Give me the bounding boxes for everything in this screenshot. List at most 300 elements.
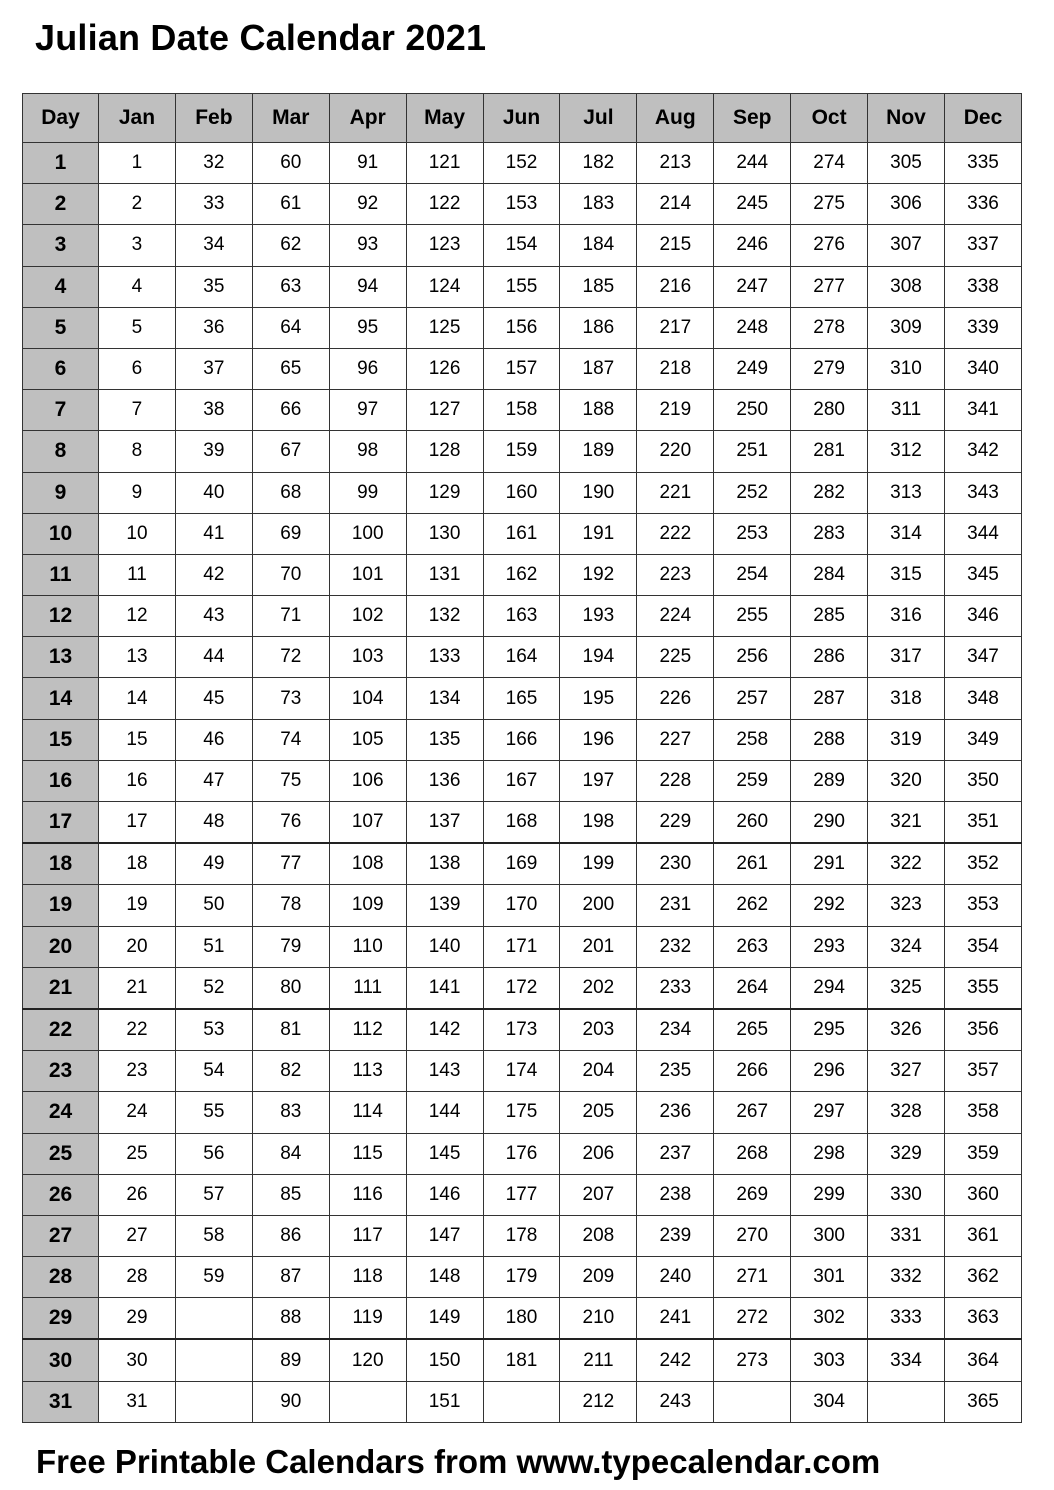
julian-date-cell: 34 — [175, 225, 252, 266]
julian-date-cell: 296 — [791, 1051, 868, 1092]
julian-date-cell: 76 — [252, 802, 329, 844]
julian-date-cell: 227 — [637, 719, 714, 760]
julian-date-cell: 102 — [329, 596, 406, 637]
julian-date-cell: 26 — [99, 1174, 176, 1215]
julian-date-cell: 139 — [406, 885, 483, 926]
julian-date-cell: 361 — [944, 1215, 1021, 1256]
julian-date-cell: 96 — [329, 348, 406, 389]
julian-date-cell: 348 — [944, 678, 1021, 719]
julian-date-cell: 161 — [483, 513, 560, 554]
julian-date-cell: 310 — [868, 348, 945, 389]
julian-date-cell: 84 — [252, 1133, 329, 1174]
julian-date-cell: 239 — [637, 1215, 714, 1256]
julian-date-cell: 359 — [944, 1133, 1021, 1174]
column-header-month: Aug — [637, 94, 714, 143]
julian-date-cell: 248 — [714, 307, 791, 348]
julian-date-cell: 90 — [252, 1381, 329, 1422]
julian-date-cell: 241 — [637, 1298, 714, 1340]
julian-date-cell: 121 — [406, 143, 483, 184]
julian-date-cell: 270 — [714, 1215, 791, 1256]
julian-date-cell: 115 — [329, 1133, 406, 1174]
julian-date-cell: 13 — [99, 637, 176, 678]
julian-date-cell: 62 — [252, 225, 329, 266]
day-number-cell: 29 — [23, 1298, 99, 1340]
julian-date-cell: 135 — [406, 719, 483, 760]
julian-date-cell: 149 — [406, 1298, 483, 1340]
day-number-cell: 15 — [23, 719, 99, 760]
julian-date-cell: 282 — [791, 472, 868, 513]
julian-date-cell: 352 — [944, 843, 1021, 885]
julian-date-cell: 281 — [791, 431, 868, 472]
julian-date-cell: 61 — [252, 184, 329, 225]
julian-date-cell: 118 — [329, 1257, 406, 1298]
table-row — [23, 472, 1022, 513]
table-row — [23, 596, 1022, 637]
column-header-month: Jun — [483, 94, 560, 143]
table-row — [23, 802, 1022, 844]
table-body — [23, 143, 1022, 1423]
julian-date-cell: 339 — [944, 307, 1021, 348]
julian-date-cell: 345 — [944, 554, 1021, 595]
julian-date-cell: 325 — [868, 967, 945, 1009]
day-number-cell: 21 — [23, 967, 99, 1009]
julian-date-cell: 7 — [99, 390, 176, 431]
julian-date-cell: 146 — [406, 1174, 483, 1215]
julian-date-cell: 168 — [483, 802, 560, 844]
julian-date-cell: 74 — [252, 719, 329, 760]
day-number-cell: 24 — [23, 1092, 99, 1133]
julian-date-cell: 123 — [406, 225, 483, 266]
julian-date-cell: 268 — [714, 1133, 791, 1174]
julian-date-cell: 66 — [252, 390, 329, 431]
julian-date-cell: 342 — [944, 431, 1021, 472]
julian-date-table — [22, 93, 1022, 1423]
column-header-day: Day — [23, 94, 99, 143]
julian-date-cell: 79 — [252, 926, 329, 967]
day-number-cell: 7 — [23, 390, 99, 431]
julian-date-cell: 72 — [252, 637, 329, 678]
julian-date-cell: 85 — [252, 1174, 329, 1215]
julian-date-cell: 245 — [714, 184, 791, 225]
julian-date-cell: 214 — [637, 184, 714, 225]
julian-date-cell: 32 — [175, 143, 252, 184]
julian-date-cell: 155 — [483, 266, 560, 307]
julian-date-cell: 351 — [944, 802, 1021, 844]
julian-date-cell: 249 — [714, 348, 791, 389]
julian-date-cell: 344 — [944, 513, 1021, 554]
julian-date-cell: 261 — [714, 843, 791, 885]
julian-date-cell: 19 — [99, 885, 176, 926]
table-row — [23, 225, 1022, 266]
julian-date-cell: 133 — [406, 637, 483, 678]
julian-date-cell: 290 — [791, 802, 868, 844]
julian-date-cell: 15 — [99, 719, 176, 760]
julian-date-cell: 216 — [637, 266, 714, 307]
julian-date-cell: 126 — [406, 348, 483, 389]
julian-date-cell: 206 — [560, 1133, 637, 1174]
julian-date-cell: 110 — [329, 926, 406, 967]
day-number-cell: 30 — [23, 1339, 99, 1381]
julian-date-cell: 17 — [99, 802, 176, 844]
julian-date-cell: 347 — [944, 637, 1021, 678]
julian-date-cell: 200 — [560, 885, 637, 926]
julian-date-cell: 16 — [99, 760, 176, 801]
julian-date-cell: 170 — [483, 885, 560, 926]
julian-date-cell: 184 — [560, 225, 637, 266]
julian-date-cell: 250 — [714, 390, 791, 431]
julian-date-cell: 91 — [329, 143, 406, 184]
julian-date-cell: 231 — [637, 885, 714, 926]
day-number-cell: 10 — [23, 513, 99, 554]
julian-date-cell: 266 — [714, 1051, 791, 1092]
julian-date-cell: 256 — [714, 637, 791, 678]
julian-date-cell: 294 — [791, 967, 868, 1009]
table-row — [23, 719, 1022, 760]
julian-date-cell: 93 — [329, 225, 406, 266]
julian-date-cell: 70 — [252, 554, 329, 595]
julian-date-cell: 349 — [944, 719, 1021, 760]
table-row — [23, 926, 1022, 967]
julian-date-cell: 286 — [791, 637, 868, 678]
julian-date-cell: 88 — [252, 1298, 329, 1340]
julian-date-cell: 263 — [714, 926, 791, 967]
julian-date-cell: 234 — [637, 1009, 714, 1051]
julian-date-cell: 59 — [175, 1257, 252, 1298]
day-number-cell: 16 — [23, 760, 99, 801]
julian-date-cell: 252 — [714, 472, 791, 513]
julian-date-cell: 210 — [560, 1298, 637, 1340]
day-number-cell: 9 — [23, 472, 99, 513]
julian-date-cell: 82 — [252, 1051, 329, 1092]
julian-date-cell: 128 — [406, 431, 483, 472]
julian-date-cell: 137 — [406, 802, 483, 844]
julian-date-cell: 69 — [252, 513, 329, 554]
julian-date-cell: 335 — [944, 143, 1021, 184]
table-row — [23, 1092, 1022, 1133]
julian-date-cell: 51 — [175, 926, 252, 967]
julian-date-cell: 364 — [944, 1339, 1021, 1381]
julian-date-cell: 322 — [868, 843, 945, 885]
julian-date-cell — [868, 1381, 945, 1422]
julian-date-cell — [329, 1381, 406, 1422]
julian-date-cell: 240 — [637, 1257, 714, 1298]
julian-date-cell: 353 — [944, 885, 1021, 926]
julian-date-cell: 116 — [329, 1174, 406, 1215]
julian-date-cell: 64 — [252, 307, 329, 348]
julian-date-cell: 77 — [252, 843, 329, 885]
julian-date-cell: 80 — [252, 967, 329, 1009]
julian-date-cell: 73 — [252, 678, 329, 719]
julian-date-cell: 164 — [483, 637, 560, 678]
julian-date-cell: 48 — [175, 802, 252, 844]
julian-date-cell: 9 — [99, 472, 176, 513]
julian-date-cell: 111 — [329, 967, 406, 1009]
julian-date-cell: 312 — [868, 431, 945, 472]
julian-date-cell: 284 — [791, 554, 868, 595]
day-number-cell: 23 — [23, 1051, 99, 1092]
julian-date-cell: 180 — [483, 1298, 560, 1340]
julian-date-cell: 156 — [483, 307, 560, 348]
day-number-cell: 13 — [23, 637, 99, 678]
julian-date-cell: 343 — [944, 472, 1021, 513]
day-number-cell: 12 — [23, 596, 99, 637]
julian-date-cell: 47 — [175, 760, 252, 801]
julian-date-cell: 18 — [99, 843, 176, 885]
table-row — [23, 678, 1022, 719]
julian-date-cell: 357 — [944, 1051, 1021, 1092]
julian-date-cell: 313 — [868, 472, 945, 513]
julian-date-cell: 159 — [483, 431, 560, 472]
julian-date-cell: 226 — [637, 678, 714, 719]
julian-date-cell: 187 — [560, 348, 637, 389]
julian-date-cell: 3 — [99, 225, 176, 266]
julian-date-cell: 221 — [637, 472, 714, 513]
julian-date-cell: 191 — [560, 513, 637, 554]
julian-date-cell: 212 — [560, 1381, 637, 1422]
day-number-cell: 19 — [23, 885, 99, 926]
julian-date-cell: 292 — [791, 885, 868, 926]
julian-date-cell: 4 — [99, 266, 176, 307]
table-row — [23, 1381, 1022, 1422]
julian-date-cell: 158 — [483, 390, 560, 431]
julian-date-cell: 45 — [175, 678, 252, 719]
day-number-cell: 8 — [23, 431, 99, 472]
day-number-cell: 5 — [23, 307, 99, 348]
julian-date-cell: 50 — [175, 885, 252, 926]
julian-date-cell: 141 — [406, 967, 483, 1009]
julian-date-cell: 30 — [99, 1339, 176, 1381]
julian-date-cell: 124 — [406, 266, 483, 307]
table-row — [23, 554, 1022, 595]
julian-date-cell: 103 — [329, 637, 406, 678]
julian-date-cell: 311 — [868, 390, 945, 431]
julian-date-cell: 145 — [406, 1133, 483, 1174]
julian-date-cell — [175, 1339, 252, 1381]
table-row — [23, 390, 1022, 431]
julian-date-cell: 195 — [560, 678, 637, 719]
julian-date-cell: 113 — [329, 1051, 406, 1092]
julian-date-cell: 176 — [483, 1133, 560, 1174]
julian-date-cell: 287 — [791, 678, 868, 719]
julian-date-cell: 319 — [868, 719, 945, 760]
julian-date-cell: 194 — [560, 637, 637, 678]
julian-date-cell: 23 — [99, 1051, 176, 1092]
julian-date-cell: 173 — [483, 1009, 560, 1051]
table-row — [23, 885, 1022, 926]
julian-date-cell: 291 — [791, 843, 868, 885]
julian-date-cell: 134 — [406, 678, 483, 719]
julian-date-cell: 202 — [560, 967, 637, 1009]
julian-date-cell: 144 — [406, 1092, 483, 1133]
julian-date-cell: 201 — [560, 926, 637, 967]
page-title: Julian Date Calendar 2021 — [35, 17, 487, 58]
julian-date-cell: 67 — [252, 431, 329, 472]
julian-date-cell: 329 — [868, 1133, 945, 1174]
julian-date-cell: 260 — [714, 802, 791, 844]
julian-date-cell: 326 — [868, 1009, 945, 1051]
julian-date-cell: 303 — [791, 1339, 868, 1381]
julian-date-cell: 167 — [483, 760, 560, 801]
julian-date-cell: 346 — [944, 596, 1021, 637]
julian-date-cell: 21 — [99, 967, 176, 1009]
julian-date-cell: 5 — [99, 307, 176, 348]
julian-date-cell: 276 — [791, 225, 868, 266]
column-header-month: Mar — [252, 94, 329, 143]
julian-date-cell: 14 — [99, 678, 176, 719]
julian-date-cell: 230 — [637, 843, 714, 885]
julian-date-cell: 259 — [714, 760, 791, 801]
julian-date-cell: 336 — [944, 184, 1021, 225]
julian-date-cell: 324 — [868, 926, 945, 967]
julian-date-cell: 27 — [99, 1215, 176, 1256]
julian-date-cell: 334 — [868, 1339, 945, 1381]
julian-date-cell: 302 — [791, 1298, 868, 1340]
julian-date-cell: 35 — [175, 266, 252, 307]
julian-date-cell: 232 — [637, 926, 714, 967]
julian-date-cell: 189 — [560, 431, 637, 472]
julian-date-cell: 331 — [868, 1215, 945, 1256]
julian-date-cell: 333 — [868, 1298, 945, 1340]
julian-date-cell: 1 — [99, 143, 176, 184]
julian-date-cell: 235 — [637, 1051, 714, 1092]
julian-date-cell: 54 — [175, 1051, 252, 1092]
julian-date-cell: 199 — [560, 843, 637, 885]
julian-date-cell: 153 — [483, 184, 560, 225]
julian-date-cell: 163 — [483, 596, 560, 637]
julian-date-cell: 87 — [252, 1257, 329, 1298]
julian-date-cell: 89 — [252, 1339, 329, 1381]
julian-date-cell: 338 — [944, 266, 1021, 307]
column-header-month: Nov — [868, 94, 945, 143]
julian-date-cell: 251 — [714, 431, 791, 472]
julian-date-cell: 288 — [791, 719, 868, 760]
julian-date-cell: 109 — [329, 885, 406, 926]
julian-date-cell: 10 — [99, 513, 176, 554]
julian-date-cell: 274 — [791, 143, 868, 184]
julian-date-cell: 151 — [406, 1381, 483, 1422]
julian-date-cell: 269 — [714, 1174, 791, 1215]
julian-date-cell: 198 — [560, 802, 637, 844]
julian-date-cell: 358 — [944, 1092, 1021, 1133]
julian-date-cell: 172 — [483, 967, 560, 1009]
julian-date-cell: 20 — [99, 926, 176, 967]
julian-date-cell: 197 — [560, 760, 637, 801]
day-number-cell: 11 — [23, 554, 99, 595]
julian-date-cell: 213 — [637, 143, 714, 184]
julian-date-cell: 224 — [637, 596, 714, 637]
julian-date-cell: 150 — [406, 1339, 483, 1381]
julian-date-cell: 106 — [329, 760, 406, 801]
julian-date-cell: 225 — [637, 637, 714, 678]
julian-date-cell: 299 — [791, 1174, 868, 1215]
day-number-cell: 31 — [23, 1381, 99, 1422]
day-number-cell: 26 — [23, 1174, 99, 1215]
table-row — [23, 637, 1022, 678]
column-header-month: Oct — [791, 94, 868, 143]
julian-date-cell: 60 — [252, 143, 329, 184]
julian-date-cell: 24 — [99, 1092, 176, 1133]
julian-date-cell: 94 — [329, 266, 406, 307]
julian-date-cell: 277 — [791, 266, 868, 307]
julian-date-cell: 112 — [329, 1009, 406, 1051]
julian-date-cell: 132 — [406, 596, 483, 637]
julian-date-cell: 318 — [868, 678, 945, 719]
julian-date-cell: 63 — [252, 266, 329, 307]
day-number-cell: 4 — [23, 266, 99, 307]
julian-date-cell: 171 — [483, 926, 560, 967]
julian-date-cell: 162 — [483, 554, 560, 595]
day-number-cell: 17 — [23, 802, 99, 844]
julian-date-cell: 321 — [868, 802, 945, 844]
table-row — [23, 184, 1022, 225]
julian-date-cell: 196 — [560, 719, 637, 760]
julian-date-cell: 223 — [637, 554, 714, 595]
julian-date-cell: 341 — [944, 390, 1021, 431]
julian-date-cell: 36 — [175, 307, 252, 348]
julian-date-cell: 52 — [175, 967, 252, 1009]
julian-date-cell: 315 — [868, 554, 945, 595]
julian-date-cell: 117 — [329, 1215, 406, 1256]
julian-date-cell: 293 — [791, 926, 868, 967]
julian-date-cell: 119 — [329, 1298, 406, 1340]
julian-date-cell: 203 — [560, 1009, 637, 1051]
julian-date-cell: 258 — [714, 719, 791, 760]
julian-date-cell: 105 — [329, 719, 406, 760]
julian-date-cell: 33 — [175, 184, 252, 225]
julian-date-cell — [714, 1381, 791, 1422]
julian-date-cell: 129 — [406, 472, 483, 513]
julian-date-cell: 12 — [99, 596, 176, 637]
julian-date-cell: 25 — [99, 1133, 176, 1174]
julian-date-cell: 49 — [175, 843, 252, 885]
julian-date-cell: 192 — [560, 554, 637, 595]
julian-date-cell: 131 — [406, 554, 483, 595]
julian-date-cell: 316 — [868, 596, 945, 637]
julian-date-cell: 340 — [944, 348, 1021, 389]
julian-date-cell: 39 — [175, 431, 252, 472]
julian-date-cell: 28 — [99, 1257, 176, 1298]
julian-date-cell: 154 — [483, 225, 560, 266]
julian-date-cell: 40 — [175, 472, 252, 513]
table-row — [23, 1339, 1022, 1381]
julian-date-cell: 238 — [637, 1174, 714, 1215]
julian-date-cell: 8 — [99, 431, 176, 472]
julian-date-cell: 356 — [944, 1009, 1021, 1051]
julian-date-cell: 193 — [560, 596, 637, 637]
julian-date-cell: 244 — [714, 143, 791, 184]
table-row — [23, 431, 1022, 472]
julian-date-cell: 99 — [329, 472, 406, 513]
julian-date-cell: 185 — [560, 266, 637, 307]
table-row — [23, 1257, 1022, 1298]
julian-date-cell: 337 — [944, 225, 1021, 266]
column-header-month: Jan — [99, 94, 176, 143]
julian-date-cell: 264 — [714, 967, 791, 1009]
julian-date-cell: 78 — [252, 885, 329, 926]
day-number-cell: 20 — [23, 926, 99, 967]
table-row — [23, 1215, 1022, 1256]
julian-date-cell: 100 — [329, 513, 406, 554]
julian-date-cell: 305 — [868, 143, 945, 184]
julian-date-cell: 101 — [329, 554, 406, 595]
julian-date-cell: 278 — [791, 307, 868, 348]
julian-date-cell: 208 — [560, 1215, 637, 1256]
julian-date-cell: 143 — [406, 1051, 483, 1092]
julian-date-cell: 271 — [714, 1257, 791, 1298]
julian-date-cell: 22 — [99, 1009, 176, 1051]
julian-date-cell: 354 — [944, 926, 1021, 967]
julian-date-cell: 11 — [99, 554, 176, 595]
